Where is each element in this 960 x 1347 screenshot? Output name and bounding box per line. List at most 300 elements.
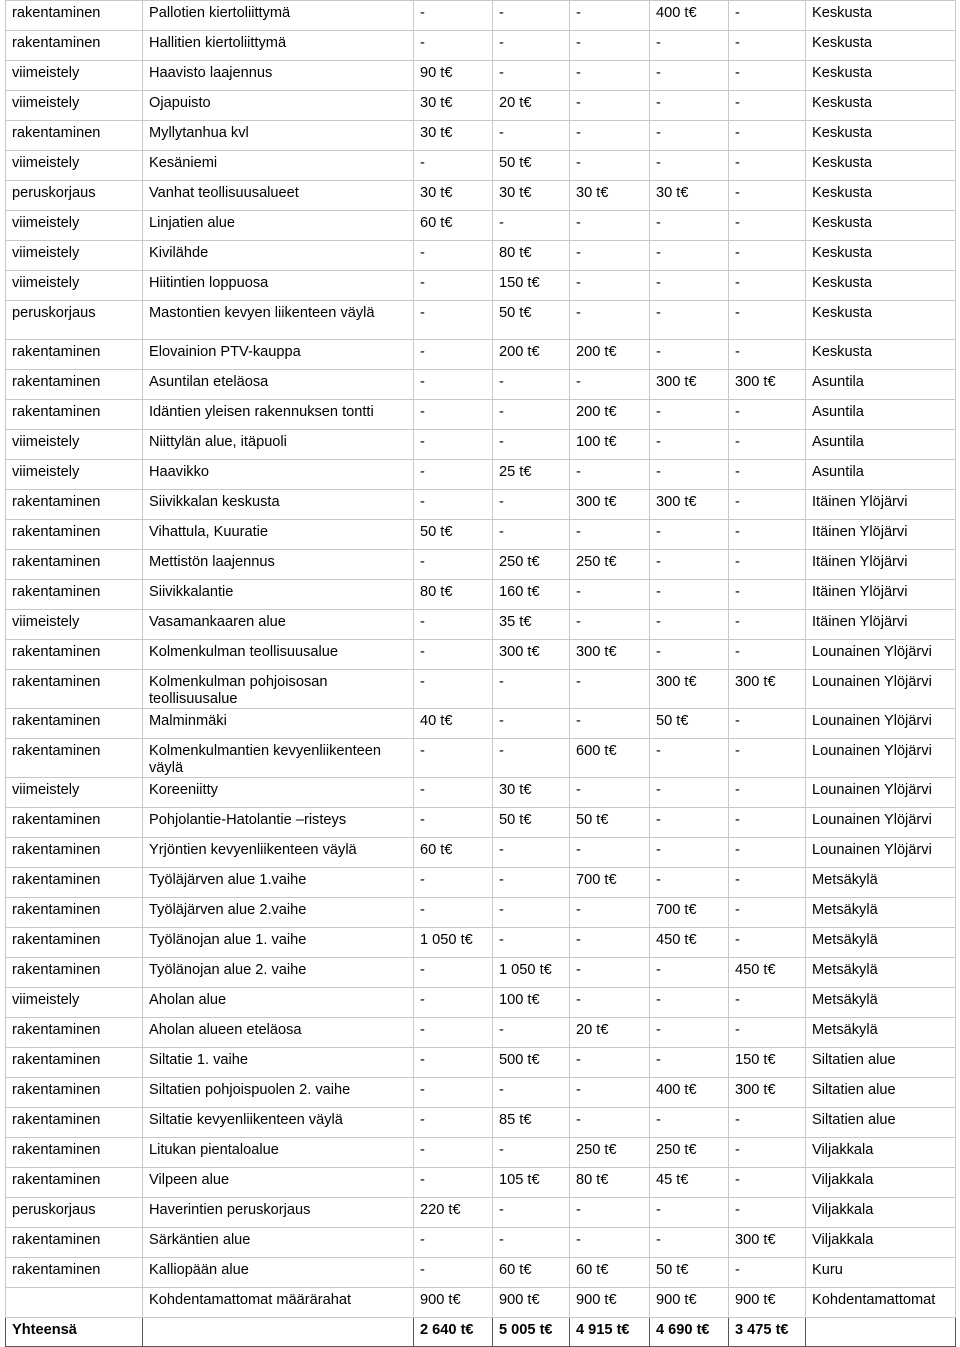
type-cell: viimeistely — [6, 988, 143, 1018]
year3-cell: - — [570, 1108, 650, 1138]
year2-cell: 50 t€ — [493, 151, 570, 181]
table-row — [6, 1168, 956, 1198]
total-year1-cell: 2 640 t€ — [414, 1318, 493, 1347]
year5-cell: - — [729, 778, 806, 808]
year5-cell: - — [729, 1138, 806, 1168]
year3-cell: - — [570, 121, 650, 151]
project-cell: Kolmenkulmantien kevyenliikenteen väylä — [143, 739, 414, 778]
table-row — [6, 211, 956, 241]
year3-cell: - — [570, 31, 650, 61]
year2-cell: 300 t€ — [493, 640, 570, 670]
year5-cell: - — [729, 1258, 806, 1288]
year4-cell: - — [650, 400, 729, 430]
year4-cell: 300 t€ — [650, 490, 729, 520]
year1-cell: 80 t€ — [414, 580, 493, 610]
project-cell: Työlänojan alue 1. vaihe — [143, 928, 414, 958]
area-cell: Keskusta — [806, 340, 956, 370]
table-row — [6, 151, 956, 181]
total-year3-cell: 4 915 t€ — [570, 1318, 650, 1347]
year1-cell: - — [414, 241, 493, 271]
area-cell: Itäinen Ylöjärvi — [806, 520, 956, 550]
year5-cell: - — [729, 709, 806, 739]
year2-cell: - — [493, 1018, 570, 1048]
year3-cell: - — [570, 1198, 650, 1228]
year3-cell: 200 t€ — [570, 400, 650, 430]
table-row — [6, 640, 956, 670]
year5-cell: 300 t€ — [729, 370, 806, 400]
area-cell: Keskusta — [806, 151, 956, 181]
year4-cell: - — [650, 838, 729, 868]
type-cell — [6, 1288, 143, 1318]
table-row — [6, 1228, 956, 1258]
year4-cell: - — [650, 460, 729, 490]
year1-cell: - — [414, 301, 493, 340]
table-row — [6, 739, 956, 778]
year3-cell: 700 t€ — [570, 868, 650, 898]
table-row — [6, 460, 956, 490]
area-cell: Metsäkylä — [806, 958, 956, 988]
area-cell: Kohdentamattomat — [806, 1288, 956, 1318]
year2-cell: 250 t€ — [493, 550, 570, 580]
type-cell: rakentaminen — [6, 670, 143, 709]
year2-cell: - — [493, 928, 570, 958]
year5-cell: - — [729, 520, 806, 550]
area-cell: Lounainen Ylöjärvi — [806, 709, 956, 739]
project-cell: Haavisto laajennus — [143, 61, 414, 91]
year3-cell: - — [570, 460, 650, 490]
table-row — [6, 709, 956, 739]
project-cell: Kolmenkulman teollisuusalue — [143, 640, 414, 670]
year3-cell: - — [570, 301, 650, 340]
year5-cell: - — [729, 898, 806, 928]
table-row — [6, 1288, 956, 1318]
year5-cell: - — [729, 151, 806, 181]
type-cell: rakentaminen — [6, 400, 143, 430]
year5-cell: - — [729, 610, 806, 640]
table-row — [6, 61, 956, 91]
year5-cell: - — [729, 580, 806, 610]
project-cell: Ojapuisto — [143, 91, 414, 121]
year2-cell: - — [493, 838, 570, 868]
type-cell: rakentaminen — [6, 898, 143, 928]
type-cell: rakentaminen — [6, 739, 143, 778]
year4-cell: 400 t€ — [650, 1078, 729, 1108]
project-cell: Haavikko — [143, 460, 414, 490]
year4-cell: - — [650, 868, 729, 898]
year1-cell: - — [414, 490, 493, 520]
year4-cell: - — [650, 610, 729, 640]
year3-cell: - — [570, 241, 650, 271]
area-cell: Keskusta — [806, 1, 956, 31]
year3-cell: - — [570, 1048, 650, 1078]
year4-cell: 300 t€ — [650, 370, 729, 400]
type-cell: rakentaminen — [6, 121, 143, 151]
year3-cell: - — [570, 211, 650, 241]
table-row — [6, 1258, 956, 1288]
type-cell: rakentaminen — [6, 550, 143, 580]
year2-cell: 30 t€ — [493, 181, 570, 211]
year1-cell: 30 t€ — [414, 181, 493, 211]
year4-cell: 400 t€ — [650, 1, 729, 31]
table-row — [6, 808, 956, 838]
project-cell: Kohdentamattomat määrärahat — [143, 1288, 414, 1318]
project-cell: Vilpeen alue — [143, 1168, 414, 1198]
year3-cell: - — [570, 670, 650, 709]
year3-cell: - — [570, 838, 650, 868]
type-cell: rakentaminen — [6, 838, 143, 868]
year4-cell: 300 t€ — [650, 670, 729, 709]
year2-cell: - — [493, 490, 570, 520]
year3-cell: - — [570, 610, 650, 640]
year5-cell: 300 t€ — [729, 1228, 806, 1258]
year3-cell: 300 t€ — [570, 490, 650, 520]
year4-cell: - — [650, 640, 729, 670]
year2-cell: 85 t€ — [493, 1108, 570, 1138]
year2-cell: 1 050 t€ — [493, 958, 570, 988]
project-cell: Haverintien peruskorjaus — [143, 1198, 414, 1228]
area-cell: Keskusta — [806, 121, 956, 151]
year5-cell: - — [729, 271, 806, 301]
area-cell: Keskusta — [806, 241, 956, 271]
area-cell: Keskusta — [806, 301, 956, 340]
project-cell: Vasamankaaren alue — [143, 610, 414, 640]
area-cell: Keskusta — [806, 91, 956, 121]
year4-cell: 50 t€ — [650, 709, 729, 739]
year2-cell: 60 t€ — [493, 1258, 570, 1288]
type-cell: peruskorjaus — [6, 301, 143, 340]
year3-cell: - — [570, 370, 650, 400]
table-row — [6, 520, 956, 550]
year1-cell: 1 050 t€ — [414, 928, 493, 958]
area-cell: Asuntila — [806, 430, 956, 460]
year1-cell: - — [414, 1018, 493, 1048]
year5-cell: - — [729, 739, 806, 778]
year3-cell: 50 t€ — [570, 808, 650, 838]
type-cell: rakentaminen — [6, 709, 143, 739]
year3-cell: - — [570, 580, 650, 610]
area-cell: Keskusta — [806, 211, 956, 241]
area-cell: Siltatien alue — [806, 1078, 956, 1108]
project-cell: Kesäniemi — [143, 151, 414, 181]
year4-cell: - — [650, 31, 729, 61]
year4-cell: - — [650, 301, 729, 340]
year3-cell: - — [570, 520, 650, 550]
area-cell: Viljakkala — [806, 1228, 956, 1258]
year1-cell: 900 t€ — [414, 1288, 493, 1318]
year5-cell: 150 t€ — [729, 1048, 806, 1078]
project-cell: Aholan alue — [143, 988, 414, 1018]
area-cell: Asuntila — [806, 460, 956, 490]
year4-cell: - — [650, 1108, 729, 1138]
year4-cell: - — [650, 778, 729, 808]
area-cell: Asuntila — [806, 370, 956, 400]
budget-table — [5, 0, 956, 1347]
type-cell: peruskorjaus — [6, 1198, 143, 1228]
year4-cell: - — [650, 958, 729, 988]
year4-cell: 45 t€ — [650, 1168, 729, 1198]
year1-cell: - — [414, 31, 493, 61]
year5-cell: - — [729, 301, 806, 340]
year2-cell: - — [493, 520, 570, 550]
year1-cell: - — [414, 739, 493, 778]
year2-cell: 20 t€ — [493, 91, 570, 121]
year1-cell: - — [414, 1078, 493, 1108]
project-cell: Malminmäki — [143, 709, 414, 739]
type-cell: rakentaminen — [6, 1078, 143, 1108]
table-row — [6, 610, 956, 640]
table-row — [6, 400, 956, 430]
type-cell: viimeistely — [6, 778, 143, 808]
type-cell: viimeistely — [6, 211, 143, 241]
table-row — [6, 370, 956, 400]
table-row — [6, 490, 956, 520]
year4-cell: - — [650, 1198, 729, 1228]
year5-cell: - — [729, 31, 806, 61]
year5-cell: - — [729, 868, 806, 898]
year5-cell: - — [729, 181, 806, 211]
table-row — [6, 580, 956, 610]
area-cell: Viljakkala — [806, 1198, 956, 1228]
table-row — [6, 340, 956, 370]
year5-cell: - — [729, 550, 806, 580]
total-area-cell — [806, 1318, 956, 1347]
year4-cell: - — [650, 61, 729, 91]
year3-cell: - — [570, 898, 650, 928]
type-cell: rakentaminen — [6, 1228, 143, 1258]
year1-cell: 60 t€ — [414, 211, 493, 241]
type-cell: viimeistely — [6, 460, 143, 490]
year1-cell: - — [414, 988, 493, 1018]
year4-cell: - — [650, 1018, 729, 1048]
year1-cell: - — [414, 370, 493, 400]
project-cell: Työlänojan alue 2. vaihe — [143, 958, 414, 988]
type-cell: rakentaminen — [6, 490, 143, 520]
year5-cell: 450 t€ — [729, 958, 806, 988]
year2-cell: - — [493, 211, 570, 241]
table-row — [6, 1048, 956, 1078]
area-cell: Lounainen Ylöjärvi — [806, 778, 956, 808]
area-cell: Lounainen Ylöjärvi — [806, 670, 956, 709]
year2-cell: - — [493, 709, 570, 739]
project-cell: Siltatie kevyenliikenteen väylä — [143, 1108, 414, 1138]
total-year2-cell: 5 005 t€ — [493, 1318, 570, 1347]
area-cell: Metsäkylä — [806, 988, 956, 1018]
year1-cell: 50 t€ — [414, 520, 493, 550]
table-row — [6, 430, 956, 460]
year5-cell: - — [729, 928, 806, 958]
year4-cell: - — [650, 271, 729, 301]
table-row — [6, 91, 956, 121]
year3-cell: - — [570, 958, 650, 988]
year5-cell: - — [729, 1108, 806, 1138]
year2-cell: 200 t€ — [493, 340, 570, 370]
project-cell: Siivikkalantie — [143, 580, 414, 610]
year1-cell: 30 t€ — [414, 121, 493, 151]
year3-cell: 30 t€ — [570, 181, 650, 211]
year2-cell: - — [493, 739, 570, 778]
area-cell: Viljakkala — [806, 1138, 956, 1168]
year3-cell: - — [570, 709, 650, 739]
type-cell: rakentaminen — [6, 1168, 143, 1198]
year1-cell: 40 t€ — [414, 709, 493, 739]
year2-cell: 25 t€ — [493, 460, 570, 490]
year2-cell: - — [493, 121, 570, 151]
area-cell: Itäinen Ylöjärvi — [806, 610, 956, 640]
year2-cell: 150 t€ — [493, 271, 570, 301]
year3-cell: 20 t€ — [570, 1018, 650, 1048]
total-year5-cell: 3 475 t€ — [729, 1318, 806, 1347]
year1-cell: - — [414, 340, 493, 370]
year1-cell: - — [414, 550, 493, 580]
area-cell: Itäinen Ylöjärvi — [806, 550, 956, 580]
type-cell: viimeistely — [6, 271, 143, 301]
year4-cell: - — [650, 241, 729, 271]
total-row — [6, 1318, 956, 1347]
year3-cell: 300 t€ — [570, 640, 650, 670]
year5-cell: - — [729, 91, 806, 121]
table-row — [6, 670, 956, 709]
year5-cell: - — [729, 640, 806, 670]
type-cell: rakentaminen — [6, 1258, 143, 1288]
year4-cell: - — [650, 91, 729, 121]
year2-cell: 100 t€ — [493, 988, 570, 1018]
year1-cell: - — [414, 1108, 493, 1138]
area-cell: Keskusta — [806, 61, 956, 91]
year4-cell: 450 t€ — [650, 928, 729, 958]
type-cell: rakentaminen — [6, 928, 143, 958]
year2-cell: 160 t€ — [493, 580, 570, 610]
year1-cell: - — [414, 460, 493, 490]
table-row — [6, 241, 956, 271]
year5-cell: 900 t€ — [729, 1288, 806, 1318]
year1-cell: - — [414, 1, 493, 31]
year4-cell: - — [650, 520, 729, 550]
year2-cell: 30 t€ — [493, 778, 570, 808]
year4-cell: 900 t€ — [650, 1288, 729, 1318]
year1-cell: - — [414, 430, 493, 460]
area-cell: Metsäkylä — [806, 928, 956, 958]
type-cell: rakentaminen — [6, 580, 143, 610]
year5-cell: - — [729, 808, 806, 838]
area-cell: Keskusta — [806, 271, 956, 301]
year2-cell: - — [493, 868, 570, 898]
type-cell: viimeistely — [6, 91, 143, 121]
year5-cell: - — [729, 211, 806, 241]
area-cell: Metsäkylä — [806, 868, 956, 898]
table-row — [6, 838, 956, 868]
table-row — [6, 1108, 956, 1138]
table-row — [6, 550, 956, 580]
type-cell: rakentaminen — [6, 1, 143, 31]
type-cell: rakentaminen — [6, 31, 143, 61]
project-cell: Niittylän alue, itäpuoli — [143, 430, 414, 460]
year3-cell: 600 t€ — [570, 739, 650, 778]
area-cell: Lounainen Ylöjärvi — [806, 640, 956, 670]
table-row — [6, 271, 956, 301]
project-cell: Pallotien kiertoliittymä — [143, 1, 414, 31]
year4-cell: - — [650, 988, 729, 1018]
year4-cell: - — [650, 211, 729, 241]
table-row — [6, 1138, 956, 1168]
year1-cell: - — [414, 1138, 493, 1168]
area-cell: Lounainen Ylöjärvi — [806, 808, 956, 838]
year3-cell: 100 t€ — [570, 430, 650, 460]
year5-cell: 300 t€ — [729, 670, 806, 709]
year2-cell: - — [493, 31, 570, 61]
type-cell: viimeistely — [6, 241, 143, 271]
area-cell: Metsäkylä — [806, 1018, 956, 1048]
year4-cell: 700 t€ — [650, 898, 729, 928]
year4-cell: - — [650, 580, 729, 610]
total-project-cell — [143, 1318, 414, 1347]
year1-cell: - — [414, 400, 493, 430]
year2-cell: - — [493, 1228, 570, 1258]
project-cell: Elovainion PTV-kauppa — [143, 340, 414, 370]
year2-cell: - — [493, 1078, 570, 1108]
project-cell: Litukan pientaloalue — [143, 1138, 414, 1168]
project-cell: Siltatien pohjoispuolen 2. vaihe — [143, 1078, 414, 1108]
year1-cell: 30 t€ — [414, 91, 493, 121]
project-cell: Hallitien kiertoliittymä — [143, 31, 414, 61]
area-cell: Siltatien alue — [806, 1048, 956, 1078]
year3-cell: 60 t€ — [570, 1258, 650, 1288]
type-cell: rakentaminen — [6, 520, 143, 550]
year3-cell: 80 t€ — [570, 1168, 650, 1198]
year1-cell: - — [414, 1048, 493, 1078]
year2-cell: - — [493, 670, 570, 709]
year1-cell: - — [414, 868, 493, 898]
year1-cell: - — [414, 1228, 493, 1258]
area-cell: Itäinen Ylöjärvi — [806, 490, 956, 520]
year5-cell: - — [729, 838, 806, 868]
year3-cell: - — [570, 1, 650, 31]
year2-cell: - — [493, 1138, 570, 1168]
year2-cell: - — [493, 898, 570, 928]
year3-cell: - — [570, 91, 650, 121]
year3-cell: - — [570, 61, 650, 91]
year2-cell: 500 t€ — [493, 1048, 570, 1078]
type-cell: rakentaminen — [6, 370, 143, 400]
table-row — [6, 121, 956, 151]
area-cell: Lounainen Ylöjärvi — [806, 838, 956, 868]
year1-cell: - — [414, 808, 493, 838]
total-year4-cell: 4 690 t€ — [650, 1318, 729, 1347]
year3-cell: - — [570, 1228, 650, 1258]
type-cell: rakentaminen — [6, 958, 143, 988]
table-row — [6, 1, 956, 31]
project-cell: Särkäntien alue — [143, 1228, 414, 1258]
project-cell: Linjatien alue — [143, 211, 414, 241]
year3-cell: 250 t€ — [570, 550, 650, 580]
table-row — [6, 868, 956, 898]
type-cell: peruskorjaus — [6, 181, 143, 211]
area-cell: Keskusta — [806, 31, 956, 61]
project-cell: Kivilähde — [143, 241, 414, 271]
year5-cell: - — [729, 430, 806, 460]
year4-cell: - — [650, 121, 729, 151]
year3-cell: - — [570, 1078, 650, 1108]
year4-cell: - — [650, 739, 729, 778]
year5-cell: - — [729, 61, 806, 91]
year3-cell: - — [570, 988, 650, 1018]
year3-cell: - — [570, 928, 650, 958]
area-cell: Kuru — [806, 1258, 956, 1288]
year5-cell: - — [729, 340, 806, 370]
type-cell: rakentaminen — [6, 640, 143, 670]
year3-cell: - — [570, 271, 650, 301]
type-cell: viimeistely — [6, 151, 143, 181]
year2-cell: 900 t€ — [493, 1288, 570, 1318]
